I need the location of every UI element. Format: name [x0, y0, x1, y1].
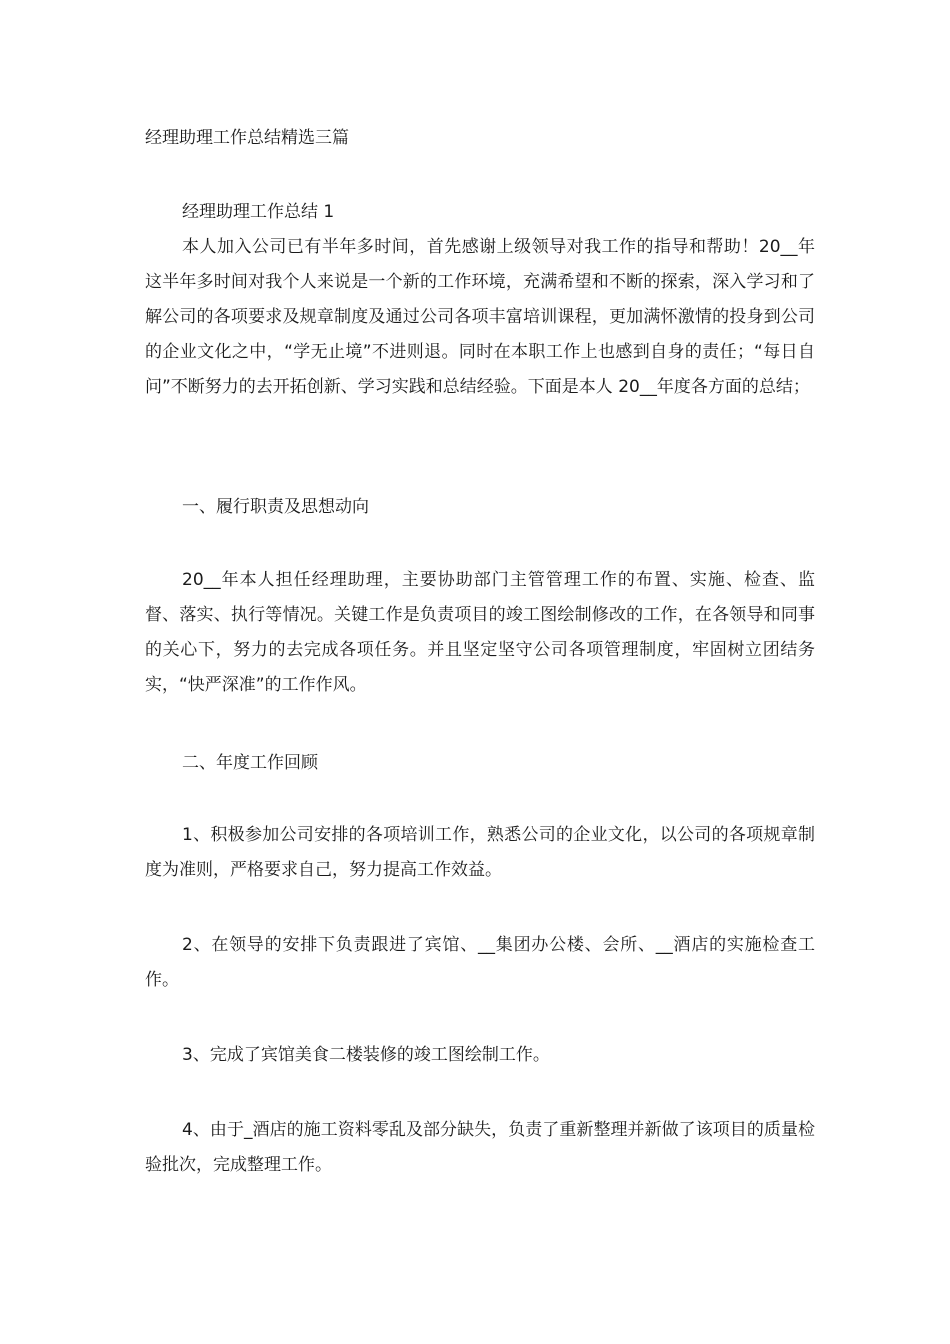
review-item-2: 2、在领导的安排下负责跟进了宾馆、__集团办公楼、会所、__酒店的实施检查工作。 [145, 935, 815, 990]
review-item-4: 4、由于_酒店的施工资料零乱及部分缺失，负责了重新整理并新做了该项目的质量检验批次，完成整理工作。 [145, 1120, 815, 1175]
section-heading-1: 经理助理工作总结 1 [182, 202, 335, 222]
review-item-3: 3、完成了宾馆美食二楼装修的竣工图绘制工作。 [182, 1045, 550, 1065]
intro-paragraph: 本人加入公司已有半年多时间，首先感谢上级领导对我工作的指导和帮助！20__年这半年多时间对我个人来说是一个新的工作环境，充满希望和不断的探索，深入学习和了解公司的各项要求及规章制度及通过公司各项丰富培训课程，更加满怀激情的投身到公司的企业文化之中，“学无止境”不进则退。同时在本职工作上也感到自身的责任；“每日自问”不断努力的去开拓创新、学习实践和总结经验。下面是本人 20__年度各方面的总结； [145, 237, 815, 397]
heading-review: 二、年度工作回顾 [182, 753, 318, 773]
review-item-1: 1、积极参加公司安排的各项培训工作，熟悉公司的企业文化，以公司的各项规章制度为准则，严格要求自己，努力提高工作效益。 [145, 825, 815, 880]
heading-duties: 一、履行职责及思想动向 [182, 497, 369, 517]
document-title: 经理助理工作总结精选三篇 [145, 128, 349, 148]
duties-paragraph: 20__年本人担任经理助理，主要协助部门主管管理工作的布置、实施、检查、监督、落实、执行等情况。关键工作是负责项目的竣工图绘制修改的工作，在各领导和同事的关心下，努力的去完成各项任务。并且坚定坚守公司各项管理制度，牢固树立团结务实，“快严深准”的工作作风。 [145, 570, 815, 695]
